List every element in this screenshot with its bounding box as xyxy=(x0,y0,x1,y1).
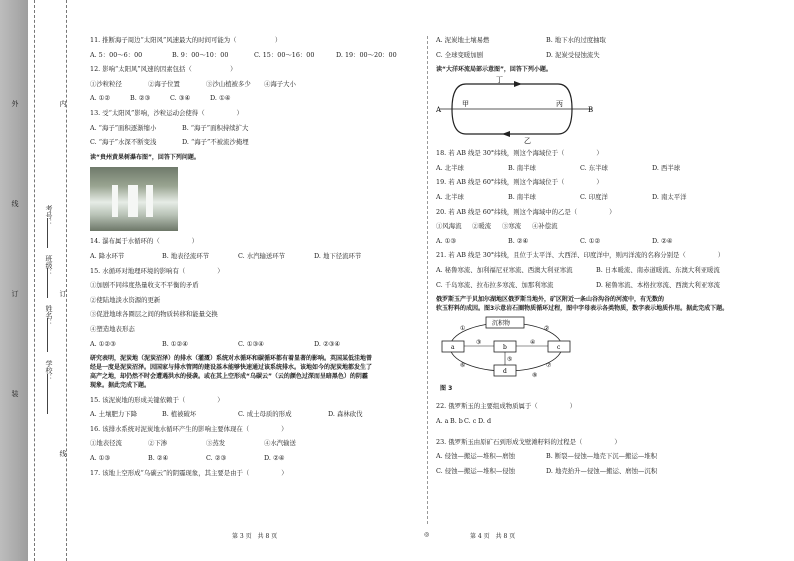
passage-line: 高产之地，却仍然不时会遭遇洪水的侵袭。或在其上空形成“乌碳云”（云的颜色过深而呈暗黑色）的阴霾 xyxy=(90,373,368,381)
option[interactable]: D. 秘鲁寒流、本格拉寒流、西澳大利亚寒流 xyxy=(596,280,720,289)
option[interactable]: A. ①② xyxy=(90,94,111,103)
page-number-right: 第 4 页 共 8 页 xyxy=(470,533,516,540)
option[interactable]: A. 土壤肥力下降 xyxy=(90,410,138,419)
column-divider xyxy=(427,36,428,524)
option[interactable]: B. 南半球 xyxy=(508,163,536,172)
option[interactable]: C. ②③ xyxy=(206,454,227,463)
q13-stem: 13. 受“太阳风”影响，沙粒运动会使得（ ） xyxy=(90,108,243,117)
q23-options xyxy=(436,467,776,476)
gray-strip xyxy=(0,0,28,561)
option[interactable]: C. ①② xyxy=(580,236,601,245)
item: ④补偿流 xyxy=(532,222,558,231)
q20-options xyxy=(436,237,776,246)
option[interactable]: B. ①②④ xyxy=(162,339,188,348)
q15-item: ④塑造地表形态 xyxy=(90,324,135,333)
ocean-current-diagram xyxy=(436,74,596,146)
item: ②下渗 xyxy=(148,439,168,448)
option[interactable]: A. 泥炭地土壤易燃 xyxy=(436,36,490,44)
item: ③沙山植被多少 xyxy=(206,79,251,88)
passage-line: 俄罗斯玉产于贝加尔湖地区俄罗斯当地外，矿区附近一条山谷沟谷的河流中，有无数的 xyxy=(436,296,665,304)
option[interactable]: B. 南半球 xyxy=(508,192,536,201)
q11-stem: 11. 推断海子周边“太阳风”风速最大的时间可能为（ ） xyxy=(90,36,282,44)
id-blank[interactable] xyxy=(47,218,48,248)
option[interactable]: B. 地下水的过度抽取 xyxy=(546,36,606,44)
school-blank[interactable] xyxy=(47,374,48,414)
rock-cycle-diagram xyxy=(436,315,576,381)
q21-stem: 21. 若 AB 线是 30°纬线，且位于太平洋、大西洋、印度洋中，则丙洋流的名称分别是（ ） xyxy=(436,251,725,260)
class-blank[interactable] xyxy=(47,268,48,298)
item: ②暖流 xyxy=(472,222,492,231)
option[interactable]: D. 泥炭受侵蚀流失 xyxy=(546,50,600,59)
option[interactable]: C. 成土母质的形成 xyxy=(238,410,292,419)
option[interactable]: B. b xyxy=(450,416,463,425)
margin-mark: 线 xyxy=(59,450,67,457)
dotted-line-inner xyxy=(66,0,67,561)
option[interactable]: D. ②③④ xyxy=(314,339,341,348)
option[interactable]: B. ②④ xyxy=(148,454,169,463)
photo-intro: 读“贵州黄果树瀑布图”，回答下列问题。 xyxy=(90,153,200,161)
q23-options xyxy=(436,452,776,461)
figure-caption: 图 3 xyxy=(440,385,453,393)
q17-options xyxy=(436,51,776,60)
label-jia: 甲 xyxy=(462,100,469,109)
option[interactable]: A. a xyxy=(436,416,449,425)
option[interactable]: B. 植被破坏 xyxy=(162,410,197,419)
passage-line: 软玉籽料的成因。图3示意岩石圈物质循环过程，图中字母表示各类物质，数字表示地质作用。据此完成下题。 xyxy=(436,305,729,313)
waterfall-stream xyxy=(112,185,118,217)
q15-item: ①加剧不同纬度热量收支不平衡的矛盾 xyxy=(90,281,199,290)
label-A: A xyxy=(436,106,442,115)
option[interactable]: C. 印度洋 xyxy=(580,192,608,201)
option[interactable]: A. 侵蚀—搬运—堆积—磨蚀 xyxy=(436,452,515,461)
option[interactable]: A. 北半球 xyxy=(436,163,464,172)
q18-options xyxy=(436,164,776,173)
option[interactable]: B. 地表径流环节 xyxy=(162,251,210,260)
cycle-num: ② xyxy=(544,325,550,333)
cycle-num: ⑧ xyxy=(532,372,538,380)
q11-options xyxy=(90,51,420,60)
cycle-num: ④ xyxy=(530,339,536,347)
left-column xyxy=(90,36,420,483)
option[interactable]: C. 东半球 xyxy=(580,163,608,172)
figure-intro: 读“大洋环流局部示意图”，回答下列小题。 xyxy=(436,66,552,74)
option[interactable]: A. 降水环节 xyxy=(90,251,125,260)
option[interactable]: A. “海子”面积逐渐缩小 xyxy=(90,123,157,132)
cycle-num: ① xyxy=(460,325,466,333)
option[interactable]: D. 森林砍伐 xyxy=(328,410,363,419)
option[interactable]: A. ①③ xyxy=(436,236,457,245)
item: ③寒流 xyxy=(502,222,522,231)
q15-options xyxy=(90,340,420,349)
q13-options xyxy=(90,124,420,133)
q22-stem: 22. 俄罗斯玉的主要组成物质属于（ ） xyxy=(436,402,577,411)
q12-items xyxy=(90,80,420,89)
item: ③蒸发 xyxy=(206,439,226,448)
q19-options xyxy=(436,193,776,202)
option[interactable]: C. “海子”水深不断变浅 xyxy=(90,138,157,147)
q17-stem: 17. 该地上空形成“乌碳云”的阴霾现象，其主要是由于（ ） xyxy=(90,468,288,477)
option[interactable]: C. 全球变暖加剧 xyxy=(436,50,484,59)
q15-item: ③促进地球各圈层之间的物质转移和能量交换 xyxy=(90,310,218,319)
class-label: 班级： xyxy=(45,255,53,276)
q16-items xyxy=(90,439,420,448)
option[interactable]: D. ①④ xyxy=(210,94,231,103)
cycle-top-box: 沉积物 xyxy=(492,320,511,328)
label-bing: 丙 xyxy=(556,100,563,109)
option[interactable]: D. 19：00～20：00 xyxy=(336,50,397,59)
margin-mark: 订 xyxy=(59,290,67,297)
label-ding: 丁 xyxy=(496,76,503,85)
label-yi: 乙 xyxy=(524,137,531,146)
option[interactable]: C. 侵蚀—搬运—堆积—侵蚀 xyxy=(436,466,516,475)
cycle-num: ⑥ xyxy=(460,362,466,370)
dotted-line-outer xyxy=(34,0,35,561)
cycle-num: ⑤ xyxy=(507,356,513,364)
option[interactable]: D. 南太平洋 xyxy=(652,192,687,201)
right-column xyxy=(436,36,776,482)
q20-stem: 20. 若 AB 线是 60°纬线，则这个海域中的乙是（ ） xyxy=(436,207,616,216)
q12-options xyxy=(90,94,420,103)
page-center-mark: ◎ xyxy=(424,531,430,538)
q19-stem: 19. 若 AB 线是 60°纬线，则这个海域位于（ ） xyxy=(436,178,603,187)
id-label: 考号： xyxy=(45,205,53,226)
q21-options xyxy=(436,266,776,275)
option[interactable]: A. 北半球 xyxy=(436,192,464,201)
margin-mark: 装 xyxy=(11,390,19,397)
page-number-left: 第 3 页 共 8 页 xyxy=(232,533,278,540)
q23-stem: 23. 俄罗斯玉由原矿石到形成戈壁滩籽料的过程是（ ） xyxy=(436,437,621,446)
name-label: 姓名： xyxy=(45,305,53,326)
margin-mark: 内 xyxy=(59,100,67,107)
passage-line: 研究表明，泥炭地（泥炭沼泽）的排水（灌溉）系统对水循环和碳循环都有着显著的影响。英国某低洼地曾 xyxy=(90,355,373,363)
school-label: 学校： xyxy=(45,360,53,381)
q20-items xyxy=(436,222,776,231)
option[interactable]: D. 地下径流环节 xyxy=(314,251,362,260)
waterfall-stream xyxy=(128,185,138,217)
item: ④水汽输送 xyxy=(264,439,296,448)
q15-stem: 15. 水循环对地理环境的影响有（ ） xyxy=(90,266,224,275)
option[interactable]: C. 千岛寒流、拉布拉多寒流、加那利寒流 xyxy=(436,280,554,289)
binding-margin xyxy=(0,0,70,561)
waterfall-stream xyxy=(146,185,153,217)
option[interactable]: B. “海子”面积持续扩大 xyxy=(182,123,249,132)
q16a-options xyxy=(90,410,420,419)
q16-stem: 16. 该排水系统对泥炭地水循环产生的影响主要体现在（ ） xyxy=(90,424,288,433)
q14-options xyxy=(90,252,420,261)
option[interactable]: B. 断裂—侵蚀—地壳下沉—搬运—堆积 xyxy=(546,452,658,461)
q15-item: ②使陆地淡水资源的更新 xyxy=(90,295,161,304)
option[interactable]: C. ①③④ xyxy=(238,339,264,348)
margin-mark: 订 xyxy=(11,290,19,297)
item: ①沙粒粒径 xyxy=(90,79,122,88)
margin-mark: 线 xyxy=(11,200,19,207)
option[interactable]: D. 西半球 xyxy=(652,163,681,172)
option[interactable]: D. 地壳抬升—侵蚀—搬运、磨蚀—沉积 xyxy=(546,466,658,475)
option[interactable]: B. 9：00～10：00 xyxy=(172,50,229,59)
q14-stem: 14. 瀑布属于水循环的（ ） xyxy=(90,237,199,246)
cycle-num: ③ xyxy=(476,339,482,347)
q16a-stem: 15. 该泥炭地的形成关键依赖于（ ） xyxy=(90,395,224,404)
cycle-num: ⑦ xyxy=(546,362,552,370)
option[interactable]: D. “海子”不被流沙掩埋 xyxy=(182,138,249,147)
option[interactable]: A. ①③ xyxy=(90,454,111,463)
option[interactable]: A. 秘鲁寒流、加利福尼亚寒流、西澳大利亚寒流 xyxy=(436,265,573,274)
item: ②海子位置 xyxy=(148,79,180,88)
q12-stem: 12. 影响“太阳风”风速的因素包括（ ） xyxy=(90,65,237,74)
option[interactable]: C. 15：00～16：00 xyxy=(254,50,315,59)
label-B: B xyxy=(588,106,594,115)
option[interactable]: B. ②④ xyxy=(508,236,529,245)
item: ④海子大小 xyxy=(264,79,296,88)
cycle-d: d xyxy=(503,368,507,376)
cycle-a: a xyxy=(451,344,455,352)
item: ①地表径流 xyxy=(90,439,122,448)
waterfall-photo xyxy=(90,167,178,231)
q13-options xyxy=(90,138,420,147)
q18-stem: 18. 若 AB 线是 30°纬线，则这个海域位于（ ） xyxy=(436,149,603,158)
q16-options xyxy=(90,454,420,463)
option[interactable]: C. ③④ xyxy=(170,94,191,103)
q22-options xyxy=(436,417,776,426)
option[interactable]: A. 5：00～6：00 xyxy=(90,50,143,59)
option[interactable]: C. c xyxy=(464,416,477,425)
passage-line: 经是一度是泥炭沼泽。因国家与排水管网的建设基本能够快速通过该系统排水。该地如今的泥炭地都发生了 xyxy=(90,364,373,372)
option[interactable]: C. 水汽输送环节 xyxy=(238,251,286,260)
q17-options xyxy=(436,36,776,45)
option[interactable]: B. 日本暖流、南赤道暖流、东澳大利亚暖流 xyxy=(596,265,720,274)
option[interactable]: D. d xyxy=(478,416,492,425)
option[interactable]: D. ②④ xyxy=(652,236,673,245)
margin-mark: 外 xyxy=(11,100,19,107)
cycle-b: b xyxy=(503,344,507,352)
option[interactable]: A. ①②③ xyxy=(90,339,116,348)
option[interactable]: B. ②③ xyxy=(130,94,151,103)
option[interactable]: D. ②④ xyxy=(264,454,285,463)
passage-line: 现象。据此完成下题。 xyxy=(90,382,151,390)
name-blank[interactable] xyxy=(47,318,48,352)
q21-options xyxy=(436,281,776,290)
cycle-c: c xyxy=(557,344,561,352)
item: ①风海流 xyxy=(436,222,462,231)
